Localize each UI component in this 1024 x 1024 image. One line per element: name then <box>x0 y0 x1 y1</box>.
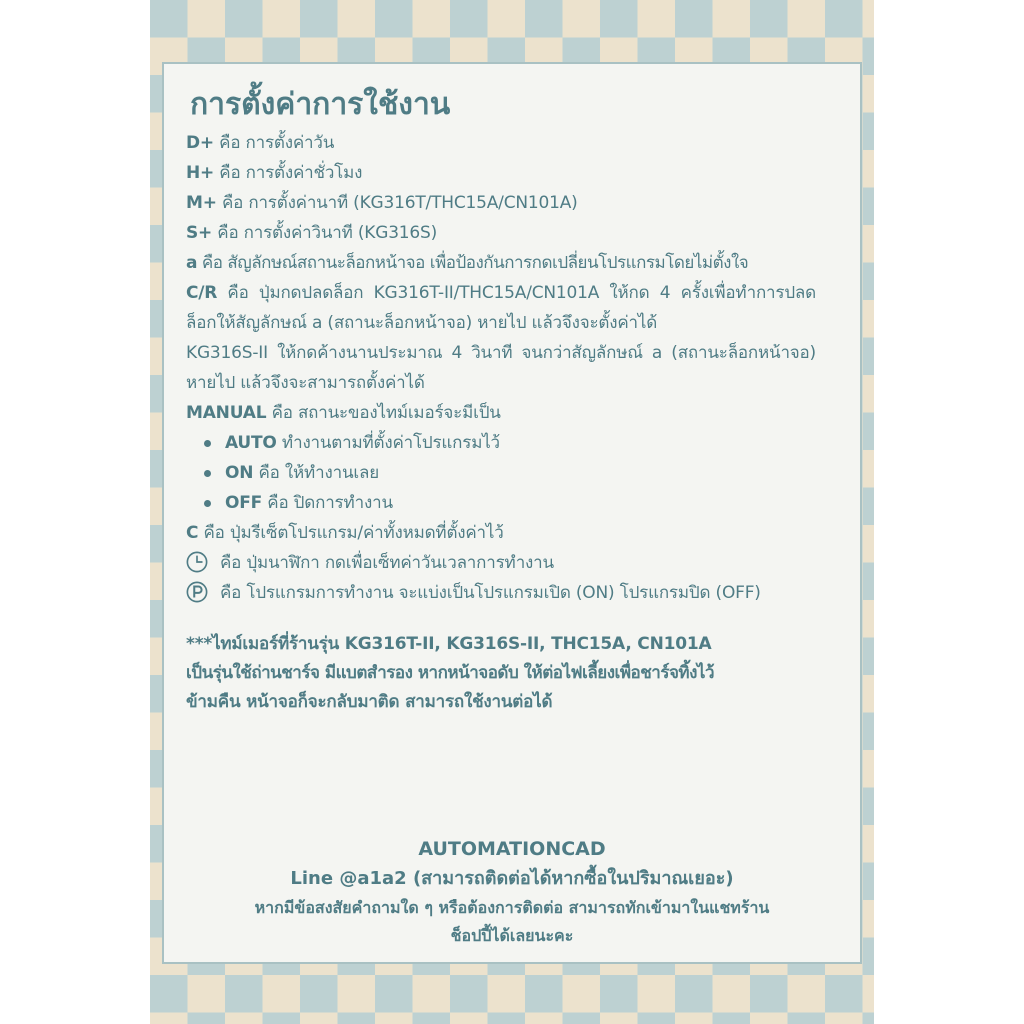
item-key: D+ <box>186 133 214 153</box>
item-s <box>186 218 816 248</box>
item-text: คือ สถานะของไทม์เมอร์จะมีเป็น <box>266 403 501 423</box>
item-key: S+ <box>186 223 213 243</box>
item-a <box>186 248 816 278</box>
item-text: คือ ปุ่มกดปลดล็อก KG316T-II/THC15A/CN101A ให้กด 4 ครั้งเพื่อทำการปลดล็อกให้สัญลักษณ์ a (สถานะล็อกหน้าจอ) หายไป แล้วจึงจะตั้งค่าได้ <box>186 283 816 333</box>
page-title: การตั้งค่าการใช้งาน <box>190 87 451 122</box>
card-content <box>186 84 816 717</box>
footer <box>164 834 860 950</box>
item-text: KG316S-II ให้กดค้างนานประมาณ 4 วินาที จนกว่าสัญลักษณ์ a (สถานะล็อกหน้าจอ) หายไป แล้วจึงจะสามารถตั้งค่าได้ <box>186 343 816 393</box>
mode-on <box>186 458 816 488</box>
mode-text: ทำงานตามที่ตั้งค่าโปรแกรมไว้ <box>276 433 500 453</box>
mode-key: AUTO <box>225 433 277 453</box>
mode-text: คือ ปิดการทำงาน <box>262 493 393 513</box>
item-key: C/R <box>186 283 218 303</box>
item-key: M+ <box>186 193 217 213</box>
mode-key: ON <box>225 463 254 483</box>
item-program <box>186 578 816 608</box>
item-clock <box>186 548 816 578</box>
item-m <box>186 188 816 218</box>
info-card <box>162 62 862 964</box>
item-text: คือ ปุ่มรีเซ็ตโปรแกรม/ค่าทั้งหมดที่ตั้งค่าไว้ <box>198 523 504 543</box>
contact-text: หากมีข้อสงสัยคำถามใด ๆ หรือต้องการติดต่อ สามารถทักเข้ามาในแชทร้าน <box>254 898 770 917</box>
item-manual <box>186 398 816 428</box>
bullet-icon <box>204 470 211 477</box>
mode-off <box>186 488 816 518</box>
item-key: MANUAL <box>186 403 267 423</box>
note-line: ข้ามคืน หน้าจอก็จะกลับมาติด สามารถใช้งานต่อได้ <box>186 692 553 712</box>
note-line: เป็นรุ่นใช้ถ่านชาร์จ มีแบตสำรอง หากหน้าจอดับ ให้ต่อไฟเลี้ยงเพื่อชาร์จทิ้งไว้ <box>186 663 715 683</box>
bullet-icon <box>204 500 211 507</box>
line-contact: Line @a1a2 (สามารถติดต่อได้หากซื้อในปริมาณเยอะ) <box>290 868 734 889</box>
item-cr <box>186 278 816 338</box>
item-key: a <box>186 253 197 273</box>
bullet-icon <box>204 440 211 447</box>
mode-text: คือ ให้ทำงานเลย <box>253 463 379 483</box>
mode-key: OFF <box>225 493 263 513</box>
item-cr-s <box>186 338 816 398</box>
item-key: C <box>186 523 199 543</box>
mode-auto <box>186 428 816 458</box>
item-h <box>186 158 816 188</box>
item-text: คือ การตั้งค่าชั่วโมง <box>214 163 363 183</box>
item-text: คือ ปุ่มนาฬิกา กดเพื่อเซ็ทค่าวันเวลาการทำงาน <box>220 553 554 573</box>
p-circle-icon <box>186 581 208 603</box>
battery-note <box>186 630 816 717</box>
item-key: H+ <box>186 163 215 183</box>
item-d <box>186 128 816 158</box>
brand-name: AUTOMATIONCAD <box>418 838 606 860</box>
note-line: ***ไทม์เมอร์ที่ร้านรุ่น KG316T-II, KG316S-II, THC15A, CN101A <box>186 634 712 654</box>
item-text: คือ การตั้งค่าวัน <box>213 133 335 153</box>
item-text: คือ สัญลักษณ์สถานะล็อกหน้าจอ เพื่อป้องกันการกดเปลี่ยนโปรแกรมโดยไม่ตั้งใจ <box>196 253 749 273</box>
contact-text-2: ช็อปปี้ได้เลยนะคะ <box>450 926 574 945</box>
item-text: คือ การตั้งค่าวินาที (KG316S) <box>212 223 438 243</box>
item-c <box>186 518 816 548</box>
item-text: คือ โปรแกรมการทำงาน จะแบ่งเป็นโปรแกรมเปิด (ON) โปรแกรมปิด (OFF) <box>220 583 761 603</box>
item-text: คือ การตั้งค่านาที (KG316T/THC15A/CN101A) <box>216 193 578 213</box>
clock-icon <box>186 551 208 573</box>
